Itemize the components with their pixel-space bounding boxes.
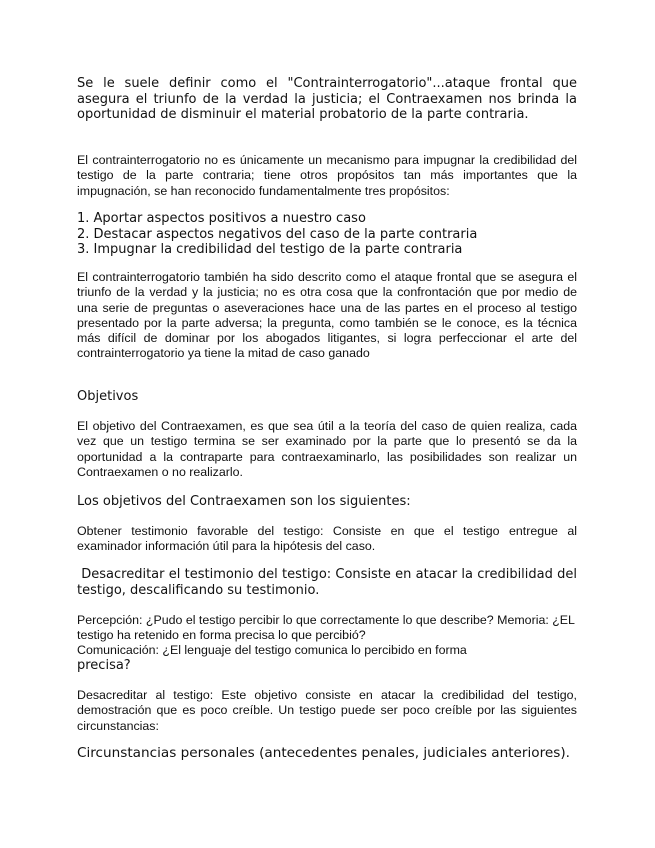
purposes-intro-paragraph: El contrainterrogatorio no es únicamente un mecanismo para impugnar la credibilidad del testigo de la parte contraria; tiene otros propósitos tan más importantes que la impugnación, se han reconocido fundamentalmente tres propósitos: [77,153,577,198]
list-item: 3. Impugnar la credibilidad del testigo de la parte contraria [77,242,463,257]
personal-circumstances-text: Circunstancias personales (antecedentes penales, judiciales anteriores). [77,745,570,761]
list-item: 1. Aportar aspectos positivos a nuestro caso [77,211,366,226]
purposes-list [77,211,577,258]
objective-favorable-testimony: Obtener testimonio favorable del testigo: Consiste en que el testigo entregue al examinador información útil para la hipótesis del caso. [77,524,577,554]
intro-paragraph: Se le suele definir como el "Contrainterrogatorio"...ataque frontal que asegura el triunfo de la verdad la justicia; el Contraexamen nos brinda la oportunidad de disminuir el material probatorio de la parte contraria. [77,76,577,122]
communication-text-continued: precisa? [77,658,131,673]
objective-discredit-testimony: Desacreditar el testimonio del testigo: Consiste en atacar la credibilidad del testigo, descalificando su testimonio. [77,567,582,598]
description-paragraph: El contrainterrogatorio también ha sido descrito como el ataque frontal que se asegura el triunfo de la verdad y la justicia; no es otra cosa que la confrontación que por medio de una serie de preguntas o aseveraciones hace una de las partes en el proceso al testigo presentado por la parte adversa; la pregunta, como también se le conoce, es la técnica más difícil de dominar por los abogados litigantes, si logra perfeccionar el arte del contrainterrogatorio ya tiene la mitad de caso ganado [77,270,577,361]
discredit-witness-paragraph: Desacreditar al testigo: Este objetivo consiste en atacar la credibilidad del testigo, demostración que es poco creíble. Un testigo puede ser poco creíble por las siguientes circunstancias: [77,688,577,733]
communication-text: Comunicación: ¿El lenguaje del testigo comunica lo percibido en forma [77,643,467,657]
objectives-heading: Objetivos [77,389,139,404]
objectives-list-heading: Los objetivos del Contraexamen son los siguientes: [77,494,411,509]
objectives-paragraph: El objetivo del Contraexamen, es que sea útil a la teoría del caso de quien realiza, cada vez que un testigo termina se ser examinado por la parte que lo presentó se da la oportunidad a la contraparte para contraexaminarlo, las posibilidades son realizar un Contraexamen o no realizarlo. [77,419,577,479]
list-item: 2. Destacar aspectos negativos del caso de la parte contraria [77,226,478,242]
perception-memory-text: Percepción: ¿Pudo el testigo percibir lo que correctamente lo que describe? Memoria: ¿EL testigo ha retenido en forma precisa lo que percibió? [77,613,575,643]
